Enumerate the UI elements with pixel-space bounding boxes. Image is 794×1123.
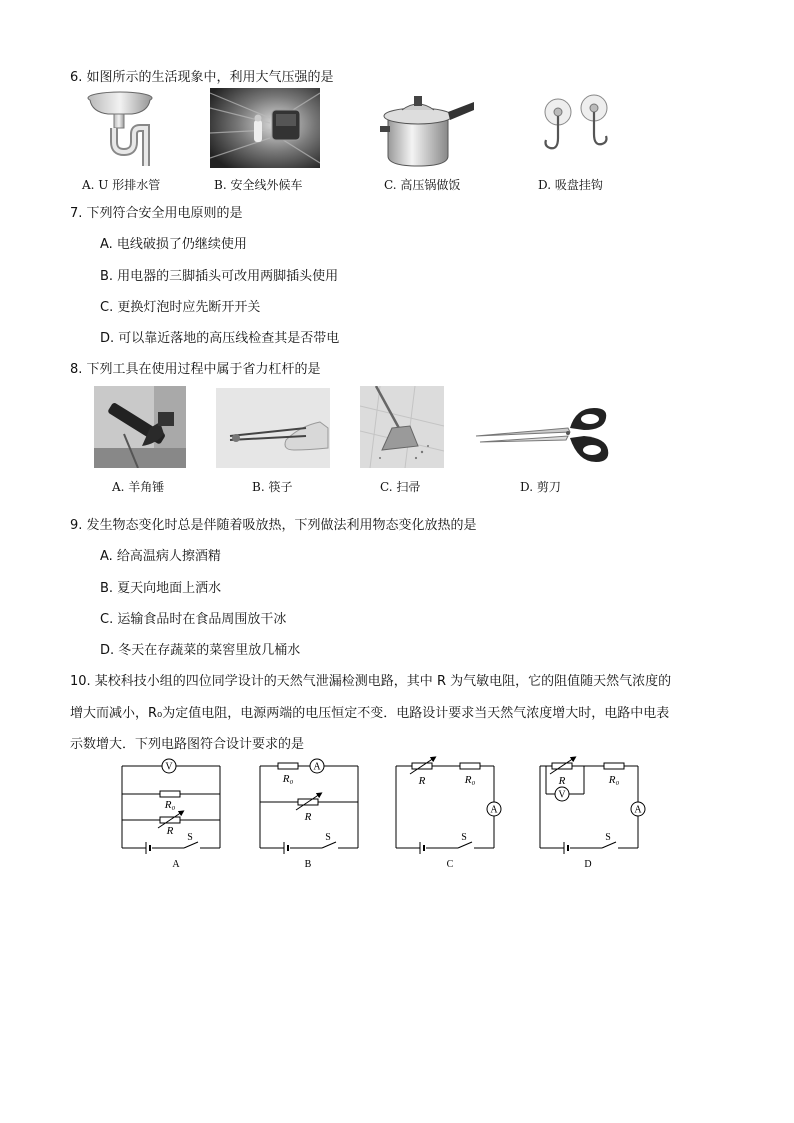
circuit-b xyxy=(260,759,358,854)
circuit-c xyxy=(396,758,501,854)
ammeter-label-b: A xyxy=(313,761,321,773)
q10-line-2: 增大而减小，R₀为定值电阻，电源两端的电压恒定不变．电路设计要求当天然气浓度增大时，电路中电表 xyxy=(70,706,670,721)
q9-option-d: D. 冬天在存蔬菜的菜窖里放几桶水 xyxy=(100,643,301,658)
ammeter-label-c: A xyxy=(490,804,498,816)
r-label-c: R xyxy=(418,775,426,787)
q9-option-a: A. 给高温病人擦酒精 xyxy=(100,549,221,564)
q6-caption-c: C. 高压锅做饭 xyxy=(384,178,461,192)
q7-option-b: B. 用电器的三脚插头可改用两脚插头使用 xyxy=(100,269,339,284)
drain-pipe-image xyxy=(84,90,156,170)
circuit-d xyxy=(540,758,645,854)
r0-label-b: R₀ xyxy=(282,773,294,785)
r0-label-a: R₀ xyxy=(164,799,176,811)
switch-label-a: S xyxy=(187,832,193,843)
circuit-label-b: B xyxy=(304,859,312,870)
claw-hammer-image xyxy=(94,386,186,468)
circuit-diagrams xyxy=(110,756,670,872)
q7-option-d: D. 可以靠近落地的高压线检查其是否带电 xyxy=(100,331,340,346)
suction-hook-image xyxy=(540,94,614,164)
voltmeter-label-a: V xyxy=(165,761,173,773)
r-label-d: R xyxy=(558,775,566,787)
pressure-cooker-image xyxy=(378,92,476,168)
q6-caption-a: A. U 形排水管 xyxy=(82,178,161,192)
q8-caption-c: C. 扫帚 xyxy=(380,480,421,494)
train-platform-image xyxy=(210,88,320,168)
q7-option-c: C. 更换灯泡时应先断开开关 xyxy=(100,300,261,315)
r-label-b: R xyxy=(304,811,312,823)
chopsticks-image xyxy=(216,388,330,468)
q6-stem: 6. 如图所示的生活现象中，利用大气压强的是 xyxy=(70,70,334,85)
switch-label-d: S xyxy=(605,832,611,843)
switch-label-c: S xyxy=(461,832,467,843)
q9-stem: 9. 发生物态变化时总是伴随着吸放热，下列做法利用物态变化放热的是 xyxy=(70,518,477,533)
circuit-label-c: C xyxy=(446,859,454,870)
r0-label-d: R₀ xyxy=(608,774,620,786)
q7-option-a: A. 电线破损了仍继续使用 xyxy=(100,237,247,252)
q6-caption-d: D. 吸盘挂钩 xyxy=(538,178,603,192)
q10-line-1: 10. 某校科技小组的四位同学设计的天然气泄漏检测电路，其中 R 为气敏电阻，它的阻值随天然气浓度的 xyxy=(70,674,672,689)
scissors-image xyxy=(472,402,612,468)
q9-option-b: B. 夏天向地面上洒水 xyxy=(100,581,222,596)
voltmeter-label-d: V xyxy=(558,789,566,801)
q6-caption-b: B. 安全线外候车 xyxy=(214,178,303,192)
r0-label-c: R₀ xyxy=(464,774,476,786)
q9-option-c: C. 运输食品时在食品周围放干冰 xyxy=(100,612,287,627)
ammeter-label-d: A xyxy=(634,804,642,816)
circuit-label-d: D xyxy=(584,859,592,870)
broom-image xyxy=(360,386,444,468)
q8-caption-a: A. 羊角锤 xyxy=(112,480,165,494)
r-label-a: R xyxy=(166,825,174,837)
q8-stem: 8. 下列工具在使用过程中属于省力杠杆的是 xyxy=(70,362,321,377)
circuit-label-a: A xyxy=(172,859,180,870)
q8-caption-d: D. 剪刀 xyxy=(520,480,561,494)
q8-caption-b: B. 筷子 xyxy=(252,480,293,494)
q7-stem: 7. 下列符合安全用电原则的是 xyxy=(70,206,243,221)
q10-line-3: 示数增大．下列电路图符合设计要求的是 xyxy=(70,737,305,752)
switch-label-b: S xyxy=(325,832,331,843)
